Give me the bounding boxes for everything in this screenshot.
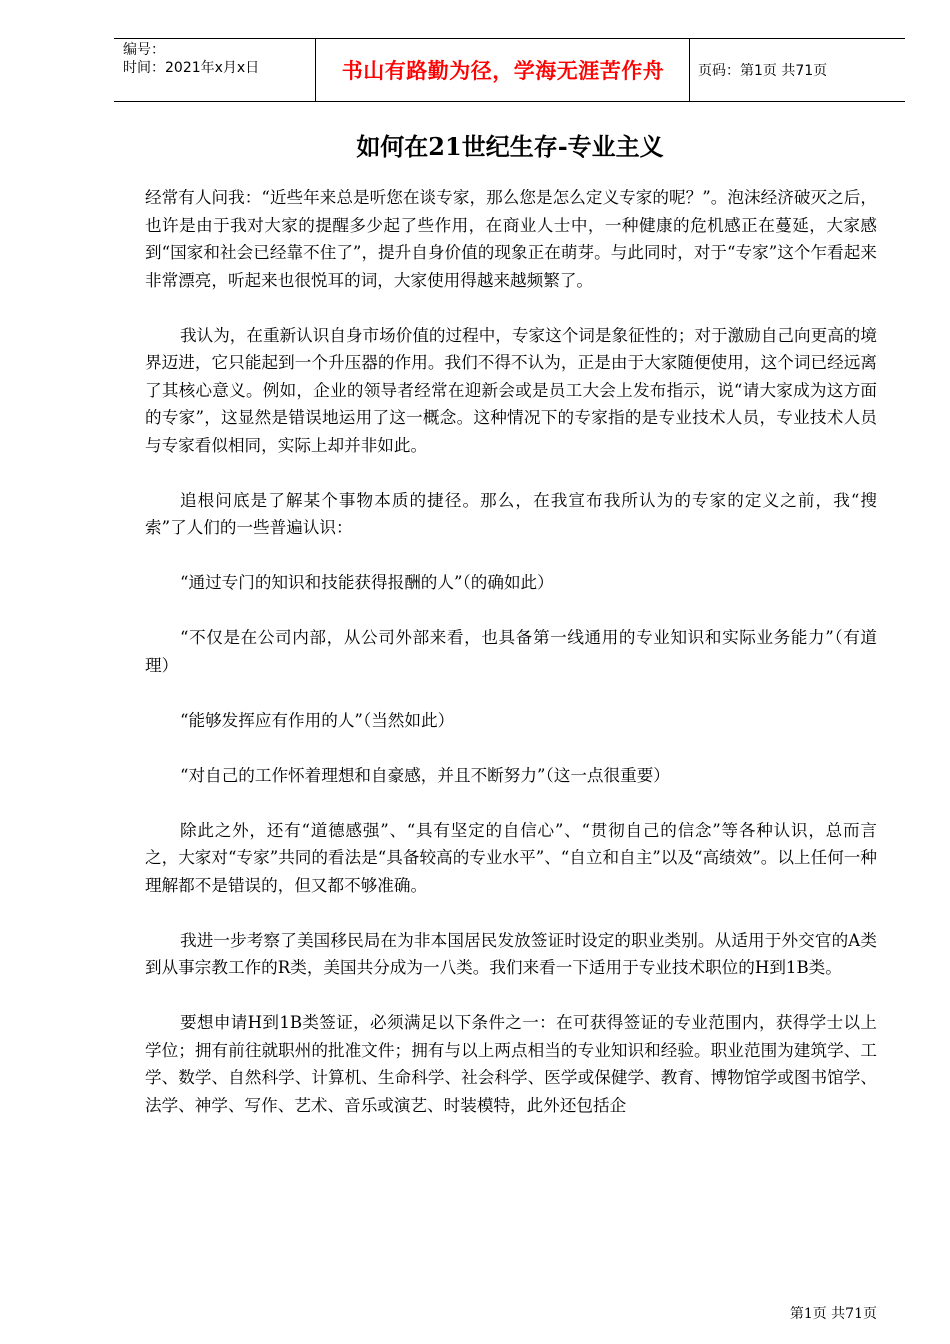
header-motto: 书山有路勤为径，学海无涯苦作舟: [341, 59, 665, 83]
paragraph: 要想申请H到1B类签证，必须满足以下条件之一：在可获得签证的专业范围内，获得学士以上学位；拥有前往就职州的批准文件；拥有与以上两点相当的专业知识和经验。职业范围为建筑学、工学、数学、自然科学、计算机、生命科学、社会科学、医学或保健学、教育、博物馆学或图书馆学、法学、神学、写作、艺术、音乐或演艺、时装模特，此外还包括企: [145, 1013, 877, 1115]
quote-item: “能够发挥应有作用的人”（当然如此）: [180, 710, 455, 730]
header-page-info: 页码：第1页 共71页: [698, 63, 828, 79]
document-time-label: 时间：2021年x月x日: [123, 60, 260, 76]
document-number-label: 编号：: [123, 42, 165, 58]
paragraph: 我认为，在重新认识自身市场价值的过程中，专家这个词是象征性的；对于激励自己向更高的境界迈进，它只能起到一个升压器的作用。我们不得不认为，正是由于大家随便使用，这个词已经远离了其核心意义。例如，企业的领导者经常在迎新会或是员工大会上发布指示，说“请大家成为这方面的专家”，这显然是错误地运用了这一概念。这种情况下的专家指的是专业技术人员，专业技术人员与专家看似相同，实际上却并非如此。: [145, 325, 877, 455]
page-footer: 第1页 共71页: [789, 1306, 877, 1322]
quote-item: “不仅是在公司内部，从公司外部来看，也具备第一线通用的专业知识和实际业务能力”（有道理）: [145, 628, 877, 675]
paragraph: 经常有人问我：“近些年来总是听您在谈专家，那么您是怎么定义专家的呢？”。泡沫经济破灭之后，也许是由于我对大家的提醒多少起了些作用，在商业人士中，一种健康的危机感正在蔓延，大家感到“国家和社会已经靠不住了”，提升自身价值的现象正在萌芽。与此同时，对于“专家”这个乍看起来非常漂亮，听起来也很悦耳的词，大家使用得越来越频繁了。: [145, 188, 877, 290]
paragraph: 追根问底是了解某个事物本质的捷径。那么，在我宣布我所认为的专家的定义之前，我“搜索”了人们的一些普遍认识：: [145, 490, 877, 537]
header-divider: [689, 39, 690, 101]
header-divider: [315, 39, 316, 101]
quote-item: “通过专门的知识和技能获得报酬的人”（的确如此）: [180, 573, 554, 592]
document-title: 如何在21世纪生存-专业主义: [356, 132, 664, 161]
paragraph: 我进一步考察了美国移民局在为非本国居民发放签证时设定的职业类别。从适用于外交官的A类到从事宗教工作的R类，美国共分成为一八类。我们来看一下适用于专业技术职位的H到1B类。: [145, 930, 877, 977]
document-body: [145, 184, 877, 1147]
quote-item: “对自己的工作怀着理想和自豪感，并且不断努力”（这一点很重要）: [180, 765, 670, 785]
paragraph: 除此之外，还有“道德感强”、“具有坚定的自信心”、“贯彻自己的信念”等各种认识，总而言之，大家对“专家”共同的看法是“具备较高的专业水平”、“自立和自主”以及“高绩效”。以上任何一种理解都不是错误的，但又都不够准确。: [145, 820, 877, 895]
header-table: [114, 38, 905, 102]
header-meta: [114, 39, 314, 101]
